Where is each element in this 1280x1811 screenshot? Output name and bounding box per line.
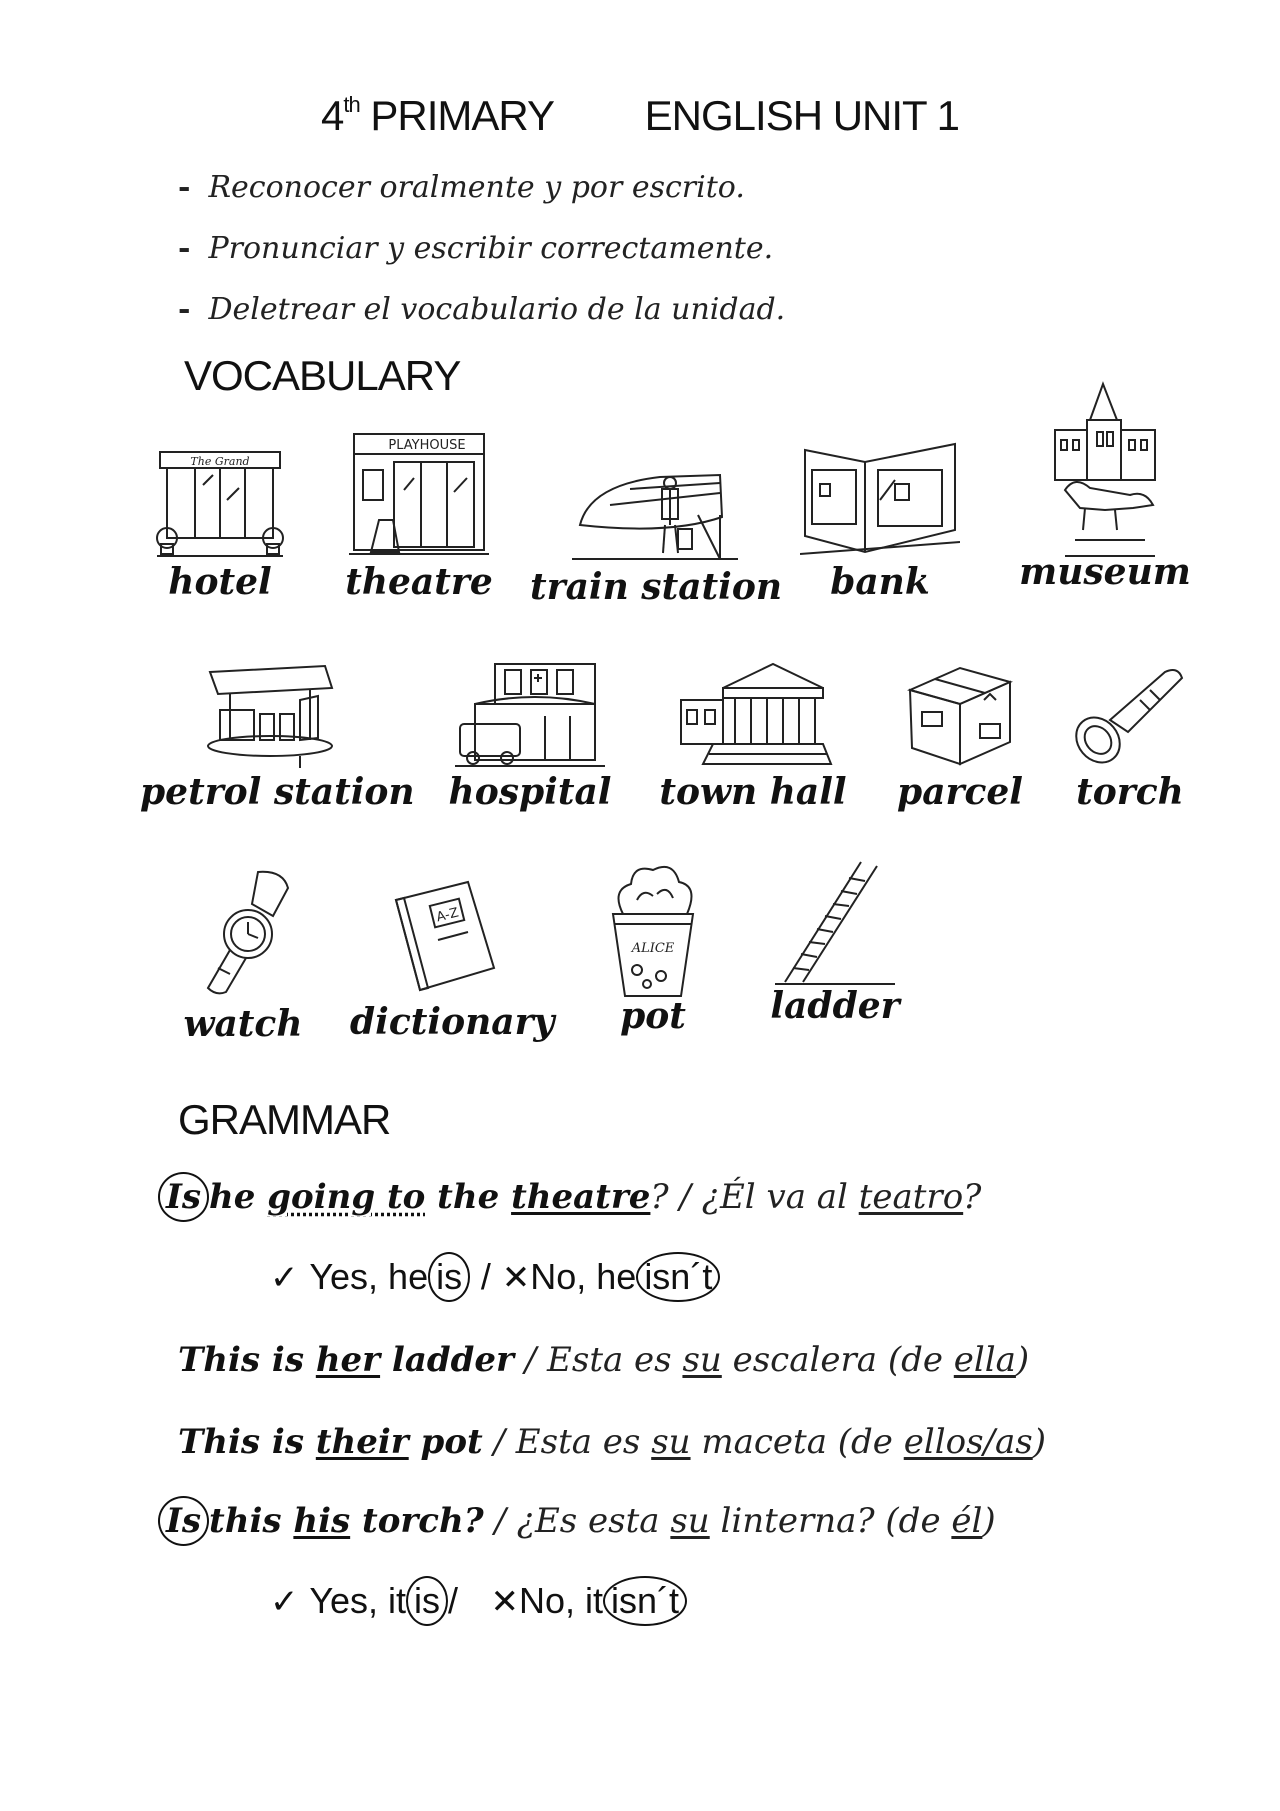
text-part: linterna? (de (709, 1501, 952, 1541)
vocab-item-theatre (334, 430, 504, 604)
ladder-illustration (775, 858, 895, 988)
text-part: pot (408, 1422, 483, 1462)
vocab-label-bank: bank (830, 561, 930, 603)
vocab-label-petrol-station: petrol station (140, 771, 415, 813)
objectives-list (178, 168, 785, 351)
vocab-label-museum: museum (1019, 551, 1191, 593)
check-icon: ✓ (270, 1258, 299, 1298)
spanish-translation (547, 1340, 1029, 1380)
answer-no: No, he (530, 1256, 637, 1297)
underlined-word: su (682, 1340, 722, 1380)
vocab-item-torch (1060, 660, 1200, 814)
pot-illustration (603, 860, 703, 1000)
circled-auxiliary: Is (158, 1172, 209, 1222)
museum-illustration (1045, 380, 1165, 560)
english-sentence (178, 1340, 514, 1380)
vocab-item-hospital (445, 660, 615, 814)
hotel-illustration (155, 440, 285, 560)
petrol-station-illustration (200, 660, 340, 770)
objective-item (178, 290, 785, 351)
grammar-answer-2 (270, 1576, 687, 1626)
vocab-item-train-station (530, 455, 783, 609)
underlined-word: their (315, 1422, 409, 1462)
worksheet-header (0, 92, 1280, 140)
underlined-word: teatro (858, 1177, 964, 1217)
subject-title: ENGLISH UNIT 1 (644, 92, 959, 139)
theatre-sign-text: PLAYHOUSE (388, 438, 466, 453)
english-sentence (158, 1177, 650, 1217)
vocab-label-ladder: ladder (770, 985, 900, 1027)
vocab-item-museum (1015, 380, 1195, 594)
objective-text: Deletrear el vocabulario de la unidad. (208, 292, 786, 327)
circled-answer: is (406, 1576, 448, 1626)
theatre-illustration (349, 430, 489, 560)
separator-slash: / (494, 1501, 506, 1541)
circled-auxiliary: Is (158, 1496, 209, 1546)
text-part: This is (178, 1422, 316, 1462)
vocab-item-pot (588, 860, 718, 1038)
text-part: ladder (380, 1340, 514, 1380)
underlined-word: ellos/as (903, 1422, 1033, 1462)
parcel-illustration (900, 660, 1020, 770)
answer-no: No, it (519, 1580, 604, 1621)
text-part: ) (1032, 1422, 1046, 1462)
underlined-word: her (315, 1340, 381, 1380)
english-sentence (158, 1501, 484, 1541)
town-hall-illustration (673, 660, 833, 770)
objective-text: Pronunciar y escribir correctamente. (208, 231, 774, 266)
spanish-translation (517, 1501, 996, 1541)
text-part: This is (178, 1340, 316, 1380)
underlined-word: él (951, 1501, 983, 1541)
text-part: he (209, 1177, 268, 1217)
answer-yes: Yes, he (309, 1256, 429, 1297)
vocab-label-town-hall: town hall (659, 771, 847, 813)
text-part: ? (963, 1177, 982, 1217)
cross-icon: ✕ (501, 1258, 531, 1298)
grade-label (321, 92, 554, 139)
check-icon: ✓ (270, 1582, 299, 1622)
vocab-item-parcel (890, 660, 1030, 814)
vocab-item-dictionary (350, 878, 555, 1044)
text-part: Esta es (547, 1340, 683, 1380)
bullet-dash: - (178, 292, 191, 327)
objective-text: Reconocer oralmente y por escrito. (208, 170, 745, 205)
separator-slash: / (679, 1177, 691, 1217)
grammar-sentence-her (178, 1336, 1029, 1384)
spanish-translation (516, 1422, 1046, 1462)
separator-slash: / (493, 1422, 505, 1462)
underlined-word: su (670, 1501, 710, 1541)
text-part: ) (982, 1501, 996, 1541)
text-part: ¿Él va al (701, 1177, 859, 1217)
circled-answer: is (428, 1252, 470, 1302)
vocab-label-pot: pot (620, 995, 686, 1037)
text-part: ? (650, 1177, 669, 1217)
vocab-item-ladder (760, 858, 910, 1028)
grammar-title: GRAMMAR (178, 1096, 391, 1143)
vocab-label-watch: watch (183, 1003, 303, 1045)
watch-illustration (188, 868, 298, 998)
spanish-translation (702, 1177, 982, 1217)
objective-item (178, 229, 785, 290)
hotel-sign-text: The Grand (190, 455, 250, 468)
vocab-item-bank (795, 440, 965, 604)
underlined-verb: going to (267, 1177, 426, 1217)
pot-label-text: ALICE (631, 941, 675, 956)
vocab-label-hotel: hotel (168, 561, 272, 603)
text-part: the (425, 1177, 512, 1217)
vocab-label-hospital: hospital (448, 771, 612, 813)
grade-suffix: th (343, 92, 360, 117)
grammar-sentence-their (178, 1418, 1046, 1466)
torch-illustration (1070, 660, 1190, 770)
circled-answer: isn´t (636, 1252, 720, 1302)
text-part: maceta (de (690, 1422, 904, 1462)
separator-slash: / (524, 1340, 537, 1380)
hospital-illustration (455, 660, 605, 770)
underlined-word: ella (953, 1340, 1016, 1380)
english-sentence (178, 1422, 483, 1462)
cross-icon: ✕ (490, 1582, 519, 1622)
bullet-dash: - (178, 231, 191, 266)
text-part: torch? (350, 1501, 484, 1541)
grammar-question-1 (158, 1172, 981, 1222)
text-part: ¿Es esta (516, 1501, 671, 1541)
text-part: ) (1015, 1340, 1030, 1380)
text-part: Esta es (515, 1422, 652, 1462)
vocab-label-parcel: parcel (897, 771, 1023, 813)
vocab-label-torch: torch (1076, 771, 1184, 813)
objective-item (178, 168, 785, 229)
separator-slash: / (480, 1256, 491, 1297)
underlined-word: su (651, 1422, 691, 1462)
vocab-item-petrol-station (140, 660, 415, 814)
separator-slash: / (448, 1580, 459, 1621)
grammar-answer-1 (270, 1252, 720, 1302)
text-part: escalera (de (721, 1340, 954, 1380)
book-cover-text: A-Z (435, 905, 461, 926)
vocab-label-theatre: theatre (345, 561, 493, 603)
vocab-label-train-station: train station (530, 566, 783, 608)
grade-word: PRIMARY (370, 92, 554, 139)
dictionary-illustration (390, 878, 500, 998)
vocab-item-town-hall (658, 660, 848, 814)
answer-yes: Yes, it (309, 1580, 407, 1621)
bank-illustration (800, 440, 960, 560)
vocab-item-watch (168, 868, 318, 1046)
underlined-word: theatre (511, 1177, 651, 1217)
vocabulary-title: VOCABULARY (184, 352, 461, 399)
underlined-word: his (293, 1501, 351, 1541)
bullet-dash: - (178, 170, 191, 205)
circled-answer: isn´t (603, 1576, 687, 1626)
grammar-question-2 (158, 1496, 996, 1546)
grade-number: 4 (321, 92, 344, 139)
vocab-label-dictionary: dictionary (350, 1001, 555, 1043)
text-part: this (209, 1501, 294, 1541)
vocab-item-hotel (150, 440, 290, 604)
train-station-illustration (570, 455, 740, 565)
